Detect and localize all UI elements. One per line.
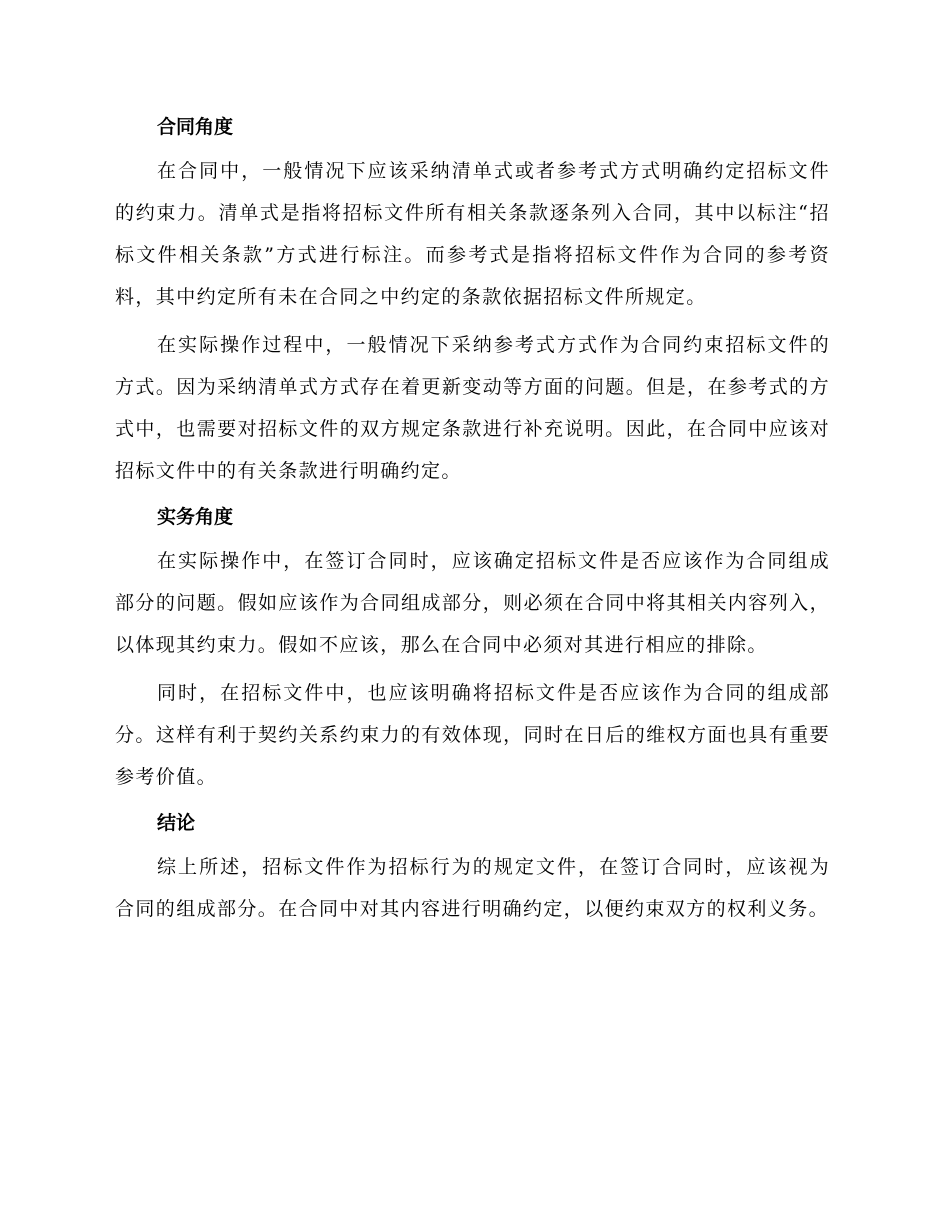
section-heading: 实务角度 xyxy=(157,506,234,528)
section-heading: 结论 xyxy=(157,812,196,834)
section-practice-perspective xyxy=(115,498,830,798)
section-heading: 合同角度 xyxy=(157,116,234,138)
paragraph: 综上所述，招标文件作为招标行为的规定文件，在签订合同时，应该视为合同的组成部分。在合同中对其内容进行明确约定，以便约束双方的权利义务。 xyxy=(115,856,830,920)
paragraph: 在实际操作过程中，一般情况下采纳参考式方式作为合同约束招标文件的方式。因为采纳清单式方式存在着更新变动等方面的问题。但是，在参考式的方式中，也需要对招标文件的双方规定条款进行补充说明。因此，在合同中应该对招标文件中的有关条款进行明确约定。 xyxy=(115,334,830,482)
paragraph: 在实际操作中，在签订合同时，应该确定招标文件是否应该作为合同组成部分的问题。假如应该作为合同组成部分，则必须在合同中将其相关内容列入，以体现其约束力。假如不应该，那么在合同中必须对其进行相应的排除。 xyxy=(115,550,830,656)
section-conclusion xyxy=(115,804,830,930)
paragraph: 同时，在招标文件中，也应该明确将招标文件是否应该作为合同的组成部分。这样有利于契约关系约束力的有效体现，同时在日后的维权方面也具有重要参考价值。 xyxy=(115,682,830,788)
document-page xyxy=(115,108,830,936)
section-contract-perspective xyxy=(115,108,830,492)
paragraph: 在合同中，一般情况下应该采纳清单式或者参考式方式明确约定招标文件的约束力。清单式是指将招标文件所有相关条款逐条列入合同，其中以标注“招标文件相关条款”方式进行标注。而参考式是指将招标文件作为合同的参考资料，其中约定所有未在合同之中约定的条款依据招标文件所规定。 xyxy=(115,160,830,308)
